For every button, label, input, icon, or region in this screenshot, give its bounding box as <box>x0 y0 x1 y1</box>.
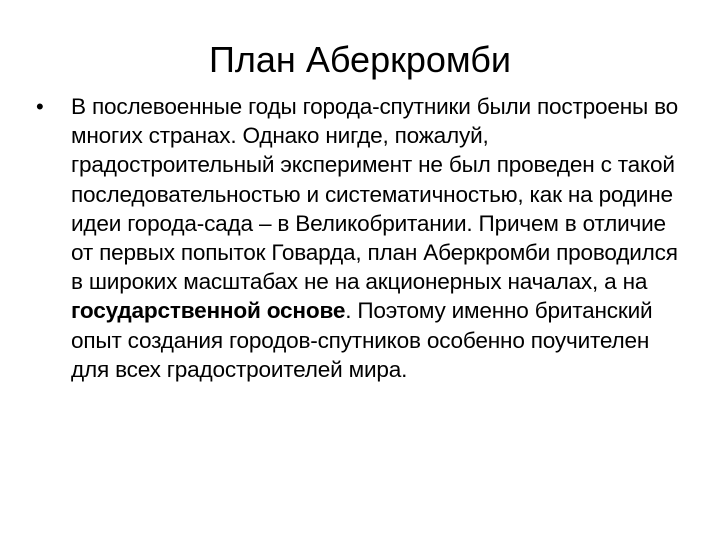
bullet-text-before: В послевоенные годы города-спутники были построены во многих странах. Однако нигде, пожалуй, градостроительный эксперимент не был проведен с такой последовательностью и систематичностью, как на родине идеи города-сада – в Великобритании. Причем в отличие от первых попыток Говарда, план Аберкромби проводился в широких масштабах не на акционерных началах, а на <box>71 94 679 295</box>
bullet-text <box>71 92 686 384</box>
slide-title: План Аберкромби <box>209 39 511 80</box>
bullet-list <box>36 92 686 384</box>
bullet-text-bold: государственной основе <box>71 298 346 324</box>
bullet-text-after: . Поэтому именно британский опыт создания городов-спутников особенно поучителен для всех градостроителей мира. <box>71 298 653 382</box>
bullet-marker: • <box>36 94 44 119</box>
bullet-item <box>36 92 686 384</box>
